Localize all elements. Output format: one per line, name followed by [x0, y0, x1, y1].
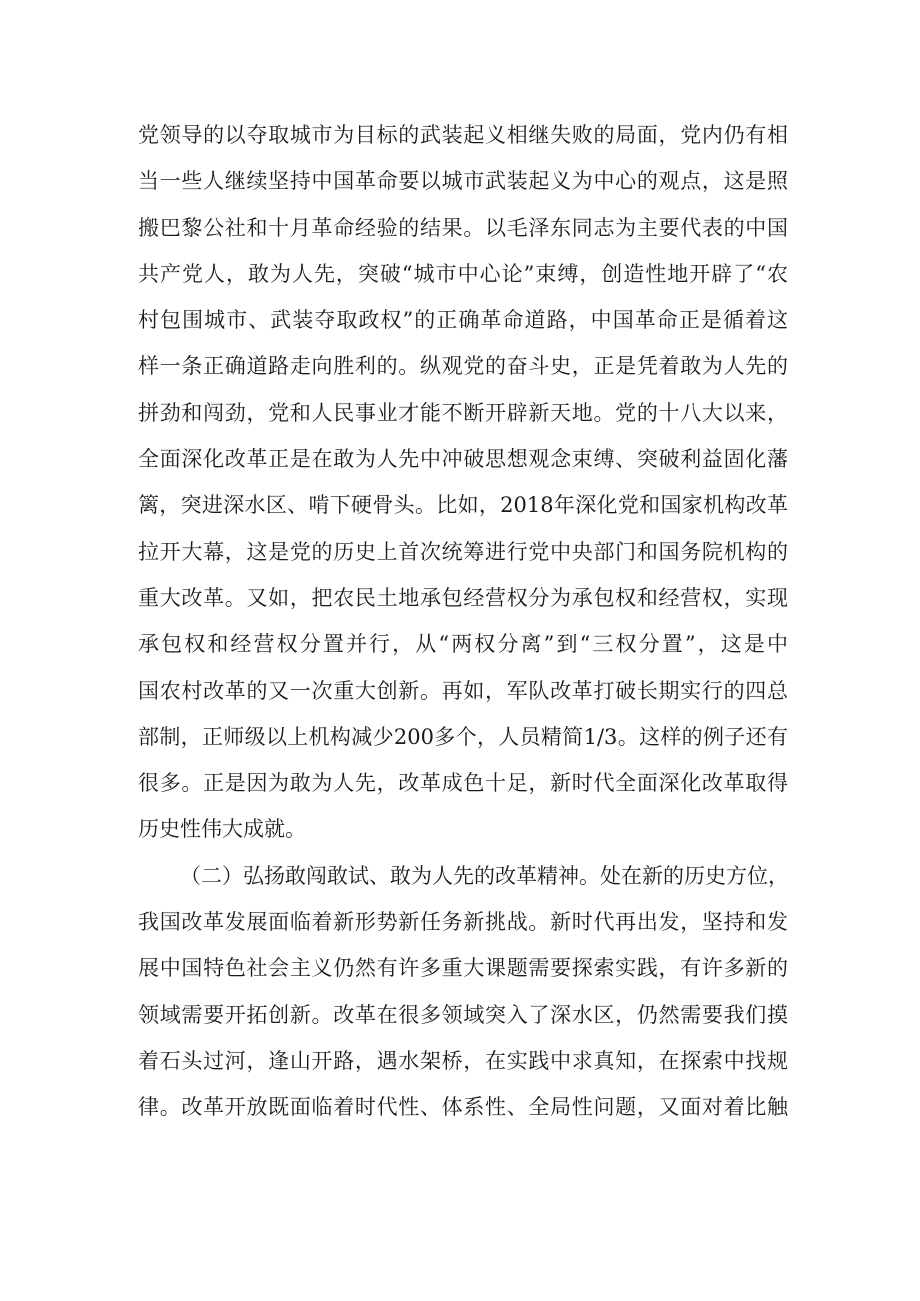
text-line: 搬巴黎公社和十月革命经验的结果。以毛泽东同志为主要代表的中国: [138, 215, 788, 240]
body-text: [138, 112, 788, 1131]
text-line: 共产党人，敢为人先，突破“城市中心论”束缚，创造性地开辟了“农: [138, 261, 788, 286]
paragraph-end-line: 历史性伟大成就。: [138, 817, 306, 842]
text-line: 村包围城市、武装夺取政权”的正确革命道路，中国革命正是循着这: [138, 308, 788, 333]
text-line: 样一条正确道路走向胜利的。纵观党的奋斗史，正是凭着敢为人先的: [138, 354, 788, 379]
text-line: 重大改革。又如，把农民土地承包经营权分为承包权和经营权，实现: [138, 585, 788, 610]
text-line: 律。改革开放既面临着时代性、体系性、全局性问题，又面对着比触: [138, 1095, 788, 1120]
text-line: 国农村改革的又一次重大创新。再如，军队改革打破长期实行的四总: [138, 678, 788, 703]
text-line: 当一些人继续坚持中国革命要以城市武装起义为中心的观点，这是照: [138, 169, 788, 194]
text-line: 领域需要开拓创新。改革在很多领域突入了深水区，仍然需要我们摸: [138, 1002, 788, 1027]
text-line: 党领导的以夺取城市为目标的武装起义相继失败的局面，党内仍有相: [138, 123, 788, 147]
text-line: 篱，突进深水区、啃下硬骨头。比如，2018年深化党和国家机构改革: [138, 493, 788, 518]
text-line: 承包权和经营权分置并行，从“两权分离”到“三权分置”，这是中: [138, 632, 788, 657]
text-line: 很多。正是因为敢为人先，改革成色十足，新时代全面深化改革取得: [138, 771, 788, 796]
text-line: 拉开大幕，这是党的历史上首次统筹进行党中央部门和国务院机构的: [138, 539, 788, 564]
text-line: 我国改革发展面临着新形势新任务新挑战。新时代再出发，坚持和发: [138, 910, 788, 935]
text-line: 部制，正师级以上机构减少200多个，人员精简1/3。这样的例子还有: [138, 724, 788, 749]
text-line: 着石头过河，逢山开路，遇水架桥，在实践中求真知，在探索中找规: [138, 1048, 788, 1073]
text-line: 展中国特色社会主义仍然有许多重大课题需要探索实践，有许多新的: [138, 956, 788, 981]
text-line: 全面深化改革正是在敢为人先中冲破思想观念束缚、突破利益固化藩: [138, 447, 788, 472]
section-heading-line: （二）弘扬敢闯敢试、敢为人先的改革精神。处在新的历史方位，: [180, 863, 789, 888]
text-line: 拼劲和闯劲，党和人民事业才能不断开辟新天地。党的十八大以来，: [138, 400, 788, 425]
